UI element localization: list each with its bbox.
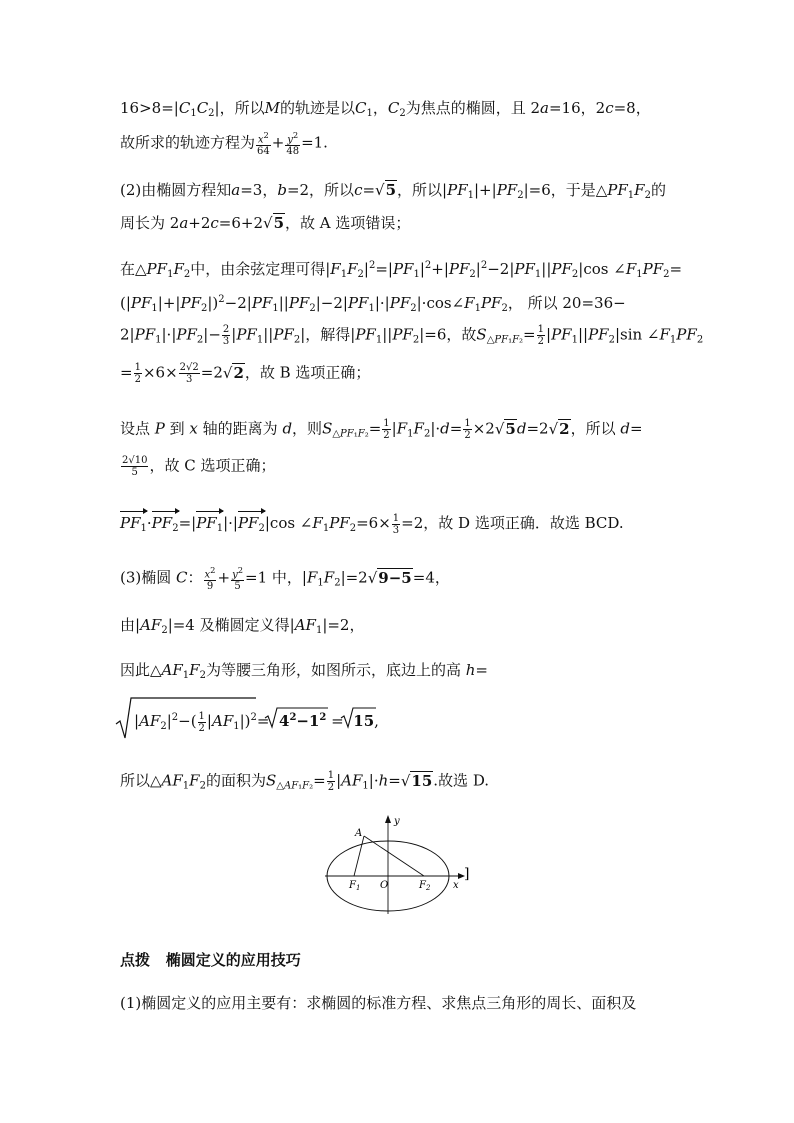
text-line-14: 因此$\triangle AF_1F_2$为等腰三角形，如图所示，底边上的高 h= (120, 661, 488, 681)
segment-AF1 (354, 836, 364, 876)
tip-title: 椭圆定义的应用技巧 (165, 951, 301, 969)
tip-heading (120, 950, 301, 970)
text-line-10: $\frac{2√10}{5}$ ，故 C 选项正确； (122, 455, 276, 478)
text-line-12: (3)椭圆 C： $\frac{x^2}{9}$ + $\frac{y^2}{5}$ =1 中，$|F_1F_2|=2√9-5=4$， (120, 565, 450, 593)
text-line-16: 所以$\triangle AF_1F_2$的面积为$S_{\triangle AF_1F_2}=$ $\frac{1}{2}$ $|AF_1|\cdot h=√15$.故选 D. (120, 770, 490, 793)
label-F1: $F_1$ (349, 880, 361, 892)
label-O: O (380, 880, 389, 891)
line-2-prefix: 故所求的轨迹方程为 (120, 133, 256, 152)
text-line-11: $PF_1\cdot PF_2=|PF_1|\cdot|PF_2|\cos$ $\angle F_1PF_2=6\times$ $\frac{1}{3}$ =2，故 D 选项正确．故选 BCD. (120, 511, 624, 539)
text-line-2: 故所求的轨迹方程为 $\frac{x^2}{64}$ + $\frac{y^2}{48}$ =1. (120, 130, 328, 158)
ellipse-figure (320, 812, 480, 916)
tip-tag: 点拨 (120, 951, 151, 969)
bracket-mark: ] (464, 866, 470, 882)
label-y: y (394, 816, 400, 827)
text-line-8: = $\frac{1}{2}$ ×6× $\frac{2√2}{3}$ =2√2，故 B 选项正确； (120, 362, 371, 385)
segment-AF2 (364, 836, 424, 876)
text-line-5: 在$\triangle PF_1F_2$中，由余弦定理可得$|F_1F_2|^2=|PF_1|^2+|PF_2|^2-2|PF_1||PF_2|\cos$ $\angle F_1PF_2=$ (120, 260, 683, 280)
text-line-9: 设点 P 到 x 轴的距离为 d，则$S_{\triangle PF_1F_2}=$ $\frac{1}{2}$ $|F_1F_2|\cdot d=$ $\frac{1}{2}$ ×2√5d=2√2，所以 d= (120, 418, 643, 441)
line-2-suffix: =1. (301, 133, 328, 152)
label-x: x (453, 880, 459, 891)
text-line-7: $2|PF_1|\cdot|PF_2|-$ $\frac{2}{3}$ $|PF_1||PF_2|$，解得$|PF_1||PF_2|=6$，故$S_{\triangle PF_1F_2}=$ $\frac{1}{2}$ $|PF_1||PF_2|\sin$ $\angle F_1PF_2$ (120, 324, 704, 347)
text-line-3: (2)由椭圆方程知a=3，b=2，所以c=√5，所以$|PF_1|+|PF_2|=6$，于是$\triangle PF_1F_2$的 (120, 181, 666, 201)
last-line: (1)椭圆定义的应用主要有：求椭圆的标准方程、求焦点三角形的周长、面积及 (120, 994, 637, 1012)
text-line-15: $|AF_2|^2-$( $\frac{1}{2}$ $|AF_1|)^2= 4^2-1^2 = 15$, (134, 710, 379, 734)
text-line-4: 周长为 2a+2c=6+2√5，故 A 选项错误； (120, 214, 411, 232)
text-line-13: 由$|AF_2|=4$ 及椭圆定义得$|AF_1|=2$， (120, 616, 365, 636)
text-line-6: $(|PF_1|+|PF_2|)^2-2|PF_1||PF_2|-2|PF_1|\cdot|PF_2|\cdot\cos\angle F_1PF_2$， 所以 20=36− (120, 294, 626, 314)
text-line-1: $16>8=|C_1C_2|$，所以M的轨迹是以$C_1$，$C_2$为焦点的椭圆，且 2a=16，2c=8， (120, 99, 651, 119)
y-axis-arrow (385, 815, 391, 823)
label-F2: $F_2$ (419, 880, 431, 892)
label-A: A (355, 828, 363, 839)
